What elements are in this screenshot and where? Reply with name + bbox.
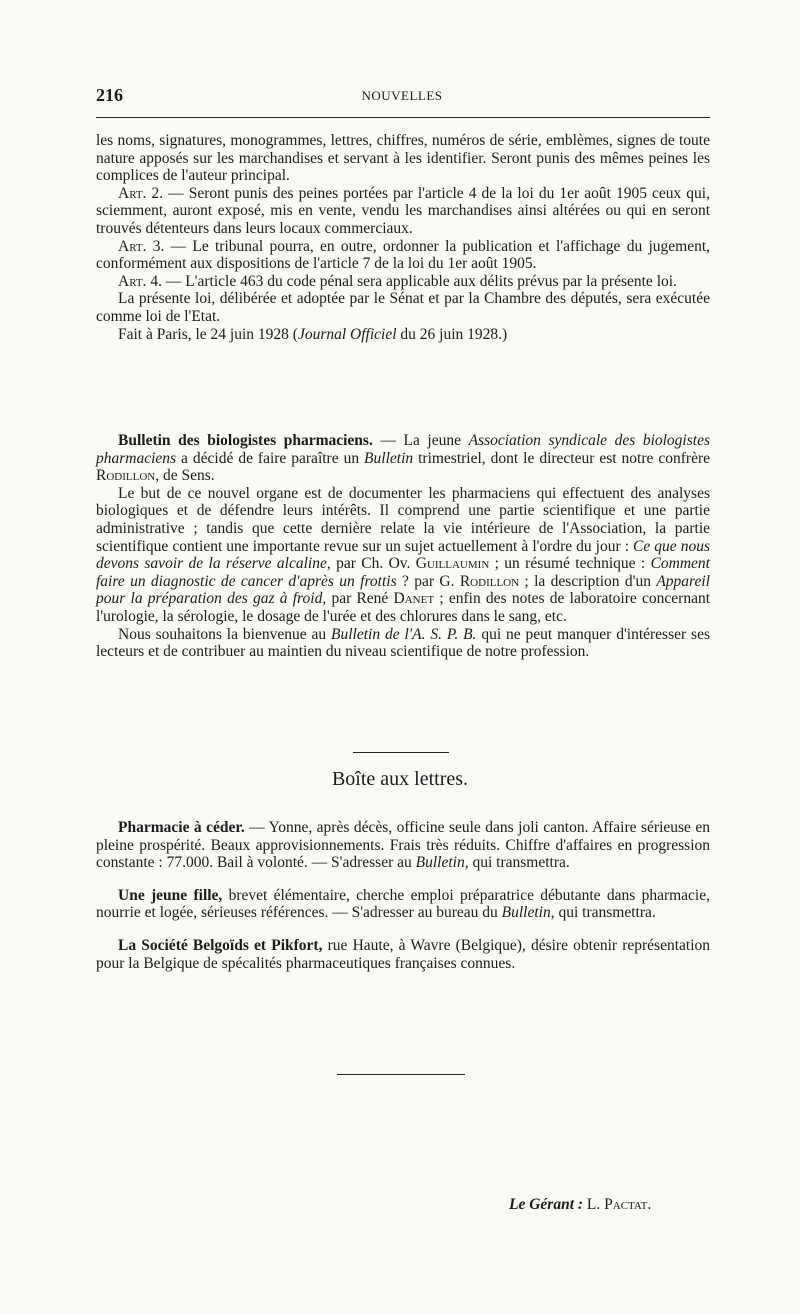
ad-heading: La Société Belgoïds et Pikfort, [118, 936, 323, 954]
bulletin-paragraph-3 [96, 626, 710, 661]
bulletin-text: Nous souhaitons la bienvenue au [118, 625, 331, 643]
bulletin-text: , de Sens. [155, 467, 215, 485]
signature-label: Le Gérant : [509, 1196, 584, 1213]
bulletin-text: Le but de ce nouvel organe est de documenter les pharmaciens qui effectuent des analyses biologiques et de défendre leurs intérêts. Il comprend une partie scientifique et une partie administrative ; tandis que cette dernière relate la vie intérieure de l'Association, la partie scientifique contient une importante revue sur un sujet actuellement à l'ordre du jour : [96, 484, 710, 555]
law-continuation: les noms, signatures, monogrammes, lettres, chiffres, numéros de série, emblèmes, signes de toute nature apposés sur les marchandises et servant à les identifier. Seront punis des mêmes peines les complices de l'auteur principal. [96, 132, 710, 185]
ad-text: rue Haute, à Wavre (Belgique), désire obtenir représentation pour la Belgique de spécalités pharmaceutiques françaises connues. [96, 936, 710, 972]
law-date-text: Fait à Paris, le 24 juin 1928 ( [118, 325, 298, 343]
bulletin-name: Bulletin [415, 854, 465, 872]
classified-ads [96, 819, 710, 987]
bulletin-text: ? par G. [396, 572, 460, 590]
article-2 [96, 185, 710, 238]
bulletin-text: ; un résumé technique : [489, 555, 651, 573]
ad-text: brevet élémentaire, cherche emploi préparatrice débutante dans pharmacie, nourrie et logée, sérieuses références. — S'adresser au bureau du [96, 886, 710, 922]
article-3-label: Art. 3. [118, 237, 165, 255]
person-name: Rodillon [96, 467, 156, 485]
bulletin-text: , par Ch. Ov. [326, 555, 416, 573]
bulletin-paragraph-1 [96, 432, 710, 485]
article-4-label: Art. 4. [118, 272, 162, 290]
ad-jeune-fille [96, 887, 710, 922]
article-title: Ce que nous devons savoir de la réserve alcaline [96, 537, 710, 573]
end-divider [337, 1074, 465, 1075]
bulletin-text: — La jeune [372, 432, 469, 449]
bulletin-text: ; enfin des notes de laboratoire concernant l'urologie, la sérologie, le dosage de l'urée et des chlorures dans le sang, etc. [96, 590, 710, 625]
bulletin-name: Bulletin [364, 449, 414, 467]
journal-reference: Journal Officiel [297, 325, 397, 343]
bulletin-name: Bulletin [501, 904, 551, 922]
page-number: 216 [96, 85, 123, 105]
running-title: NOUVELLES [361, 88, 443, 103]
page-header [96, 85, 708, 107]
bulletin-text: trimestriel, dont le directeur est notre confrère [413, 449, 710, 467]
law-date [96, 326, 710, 344]
article-2-text: — Seront punis des peines portées par l'article 4 de la loi du 1er août 1905 ceux qui, sciemment, auront exposé, mis en vente, vendu les marchandises ainsi altérées ou qui en seront trouvés détenteurs dans leurs locaux commerciaux. [96, 184, 710, 237]
article-4 [96, 273, 710, 291]
article-4-text: — L'article 463 du code pénal sera applicable aux délits prévus par la présente loi. [161, 272, 677, 290]
bulletin-text: qui ne peut manquer d'intéresser ses lecteurs et de contribuer au maintien du niveau scientifique de notre profession. [96, 625, 710, 661]
law-text [96, 132, 710, 343]
ad-text: , qui transmettra. [550, 904, 656, 922]
signature [509, 1196, 651, 1214]
law-date-end: du 26 juin 1928.) [396, 325, 508, 343]
ad-pharmacie [96, 819, 710, 872]
article-title: Appareil pour la préparation des gaz à froid [96, 572, 710, 608]
bulletin-section [96, 432, 710, 661]
person-name: Rodillon [459, 572, 520, 590]
ad-societe [96, 937, 710, 972]
article-2-label: Art. 2. [118, 184, 164, 202]
article-3 [96, 238, 710, 273]
bulletin-text: a décidé de faire paraître un [176, 449, 365, 467]
bulletin-paragraph-2 [96, 485, 710, 626]
bulletin-text: ; la description d'un [519, 572, 657, 590]
bulletin-text: , par René [322, 590, 394, 608]
header-rule [96, 117, 710, 118]
article-title: Comment faire un diagnostic de cancer d'après un frottis [96, 555, 710, 590]
section-title: Boîte aux lettres. [331, 768, 469, 790]
article-3-text: — Le tribunal pourra, en outre, ordonner la publication et l'affichage du jugement, conformément aux dispositions de l'article 7 de la loi du 1er août 1905. [96, 237, 711, 273]
section-divider [353, 752, 449, 753]
bulletin-title: Bulletin des biologistes pharmaciens. [118, 432, 373, 449]
bulletin-name: Bulletin de l'A. S. P. B. [331, 625, 477, 643]
association-name: Association syndicale des biologistes pharmaciens [96, 432, 710, 467]
ad-text: — Yonne, après décès, officine seule dans joli canton. Affaire sérieuse en pleine prospérité. Beaux approvisionnements. Frais très réduits. Chiffre d'affaires en progression constante : 77.000. Bail à volonté. — S'adresser au [96, 819, 711, 872]
law-closing: La présente loi, délibérée et adoptée par le Sénat et par la Chambre des députés, sera exécutée comme loi de l'Etat. [96, 290, 710, 325]
ad-heading: Une jeune fille, [118, 886, 223, 904]
person-name: Guillaumin [415, 555, 490, 573]
ad-text: , qui transmettra. [464, 854, 570, 872]
ad-heading: Pharmacie à céder. [118, 819, 245, 836]
person-name: Danet [393, 590, 435, 608]
law-paragraph [96, 132, 710, 185]
signature-name: L. Pactat. [586, 1196, 652, 1213]
